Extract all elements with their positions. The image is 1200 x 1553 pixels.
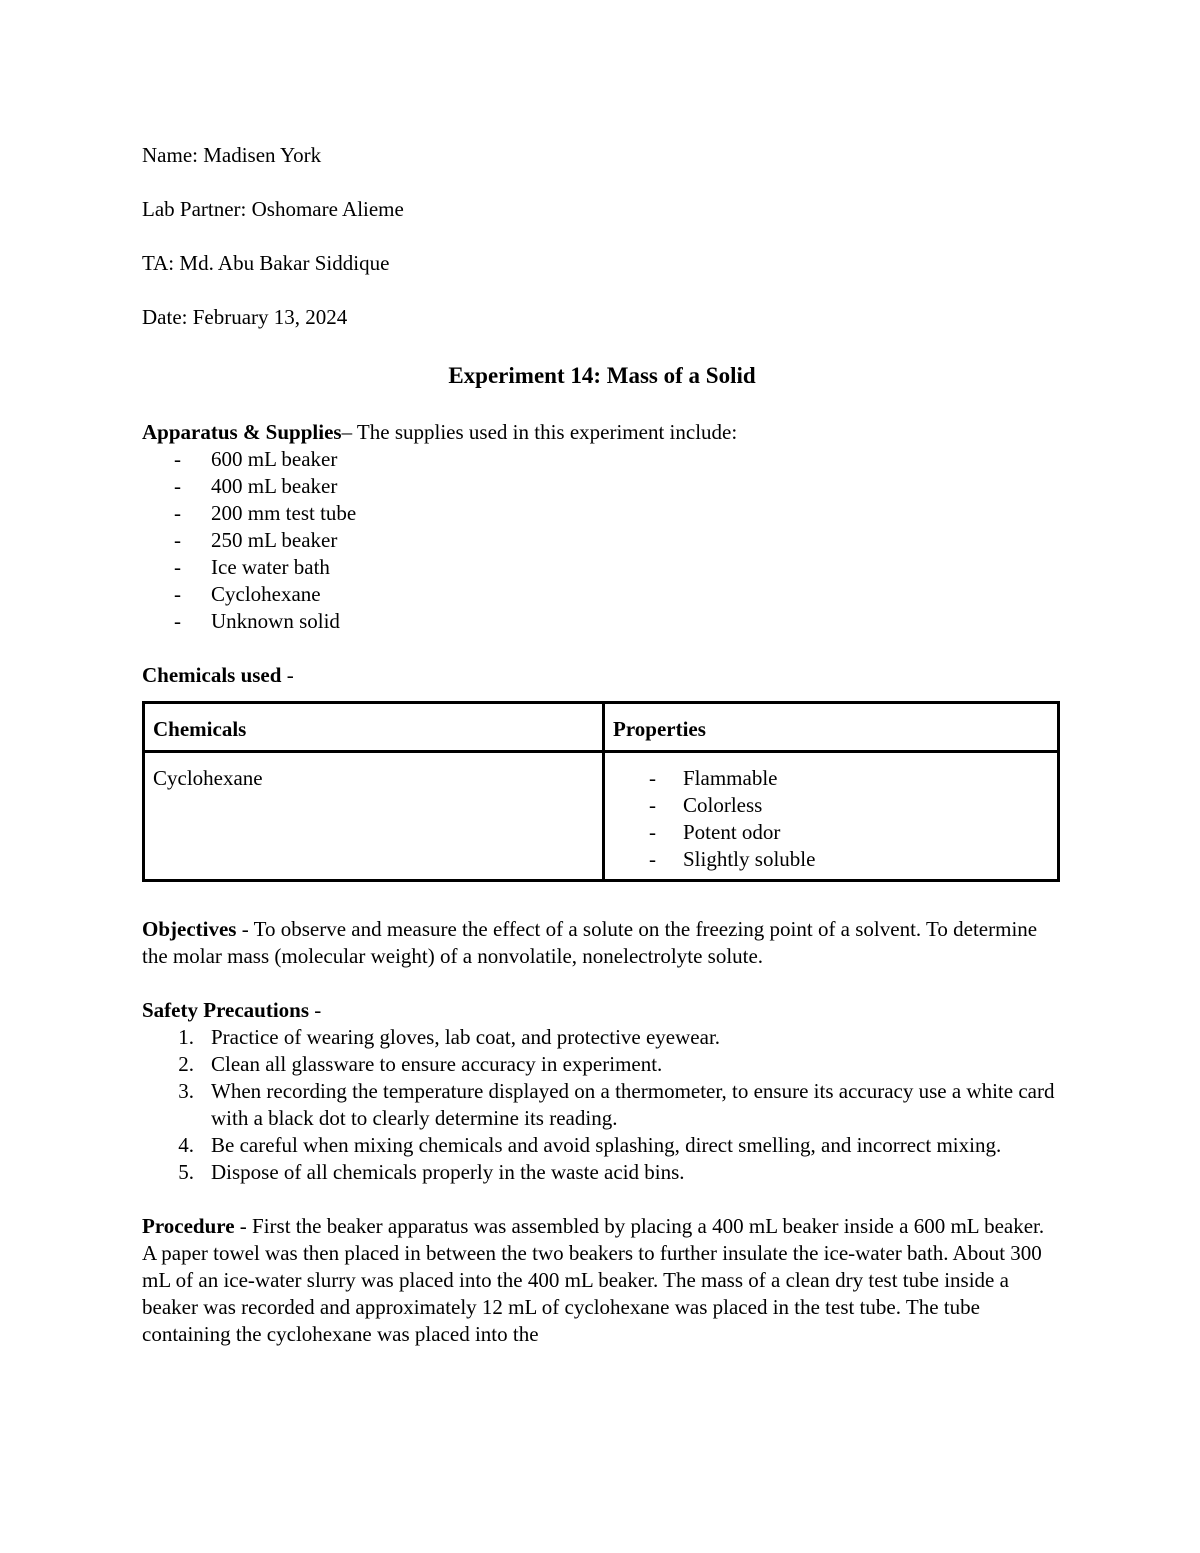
list-item: 4. Be careful when mixing chemicals and avoid splashing, direct smelling, and incorrect mixing. — [178, 1133, 1002, 1157]
chemicals-heading-line: Chemicals used - — [142, 663, 294, 687]
list-item: - 200 mm test tube — [174, 501, 357, 525]
list-item: - Ice water bath — [174, 555, 330, 579]
objectives-heading: Objectives — [142, 917, 237, 941]
apparatus-heading-line — [142, 419, 1062, 446]
list-item: - 400 mL beaker — [174, 474, 338, 498]
list-item: - Cyclohexane — [174, 582, 321, 606]
chemicals-heading: Chemicals used — [142, 663, 282, 687]
chemical-cell: Cyclohexane — [144, 752, 604, 881]
list-item: 1. Practice of wearing gloves, lab coat, and protective eyewear. — [178, 1025, 721, 1049]
teaching-assistant: TA: Md. Abu Bakar Siddique — [142, 251, 390, 275]
apparatus-list — [142, 446, 1062, 635]
chemicals-table — [142, 701, 1060, 882]
safety-heading-line: Safety Precautions - — [142, 998, 322, 1022]
list-item: - Slightly soluble — [649, 847, 816, 871]
objectives-text: - To observe and measure the effect of a solute on the freezing point of a solvent. To determine the molar mass (molecular weight) of a nonvolatile, nonelectrolyte solute. — [142, 917, 1038, 968]
list-item: - 600 mL beaker — [174, 447, 338, 471]
report-date: Date: February 13, 2024 — [142, 305, 348, 329]
table-row — [144, 752, 1059, 881]
list-item: - Colorless — [649, 793, 763, 817]
list-item: 2. Clean all glassware to ensure accuracy in experiment. — [178, 1052, 663, 1076]
table-header-row — [144, 703, 1059, 752]
student-name: Name: Madisen York — [142, 143, 322, 167]
procedure-heading: Procedure — [142, 1214, 235, 1238]
procedure-paragraph — [142, 1213, 1062, 1348]
list-item: - Flammable — [649, 766, 778, 790]
apparatus-intro: – The supplies used in this experiment include: — [341, 420, 738, 444]
column-header-properties: Properties — [604, 703, 1059, 752]
list-item: - Unknown solid — [174, 609, 340, 633]
column-header-chemicals: Chemicals — [144, 703, 604, 752]
list-item: 5. Dispose of all chemicals properly in the waste acid bins. — [178, 1160, 685, 1184]
list-item: 3. When recording the temperature displayed on a thermometer, to ensure its accuracy use a white card with a black dot to clearly determine its reading. — [178, 1079, 1055, 1130]
safety-list — [142, 1024, 1062, 1186]
properties-list — [613, 765, 1049, 873]
lab-partner: Lab Partner: Oshomare Alieme — [142, 197, 404, 221]
objectives-paragraph — [142, 916, 1062, 970]
list-item: - 250 mL beaker — [174, 528, 338, 552]
list-item: - Potent odor — [649, 820, 781, 844]
apparatus-heading: Apparatus & Supplies — [142, 420, 342, 444]
document-page — [142, 142, 1062, 1348]
procedure-text: - First the beaker apparatus was assembled by placing a 400 mL beaker inside a 600 mL beaker. A paper towel was then placed in between the two beakers to further insulate the ice-water bath. About 300 mL of an ice-water slurry was placed into the 400 mL beaker. The mass of a clean dry test tube inside a beaker was recorded and approximately 12 mL of cyclohexane was placed in the test tube. The tube containing the cyclohexane was placed into the — [142, 1214, 1045, 1346]
properties-cell — [604, 752, 1059, 881]
safety-heading: Safety Precautions — [142, 998, 310, 1022]
document-title: Experiment 14: Mass of a Solid — [448, 363, 756, 388]
